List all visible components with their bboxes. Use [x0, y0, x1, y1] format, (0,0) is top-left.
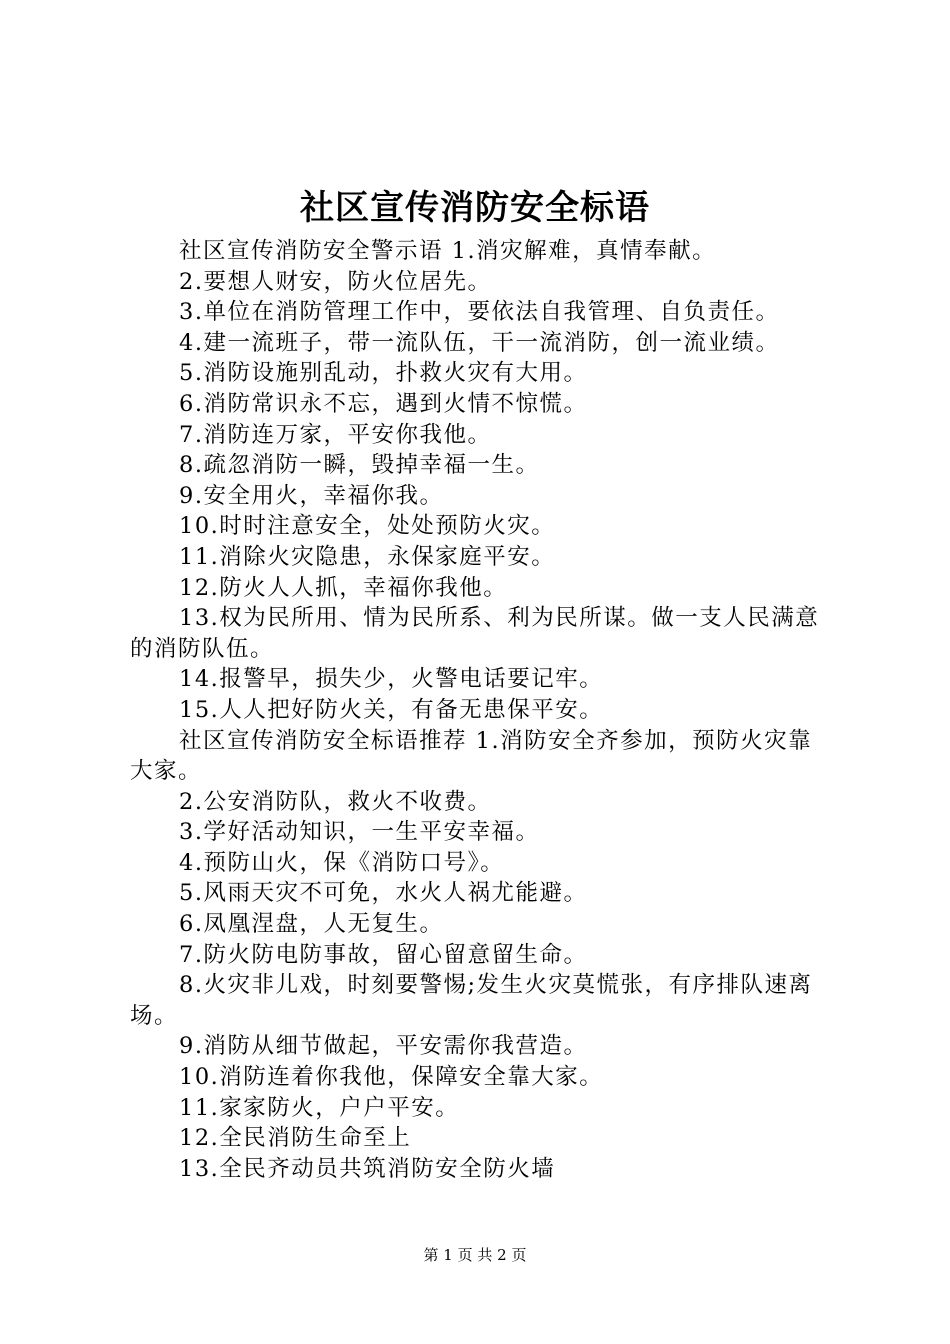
paragraph: 8.火灾非儿戏，时刻要警惕;发生火灾莫慌张，有序排队速离场。 — [130, 972, 813, 1029]
paragraph: 社区宣传消防安全警示语 1.消灾解难，真情奉献。 — [179, 238, 717, 264]
paragraph: 10.消防连着你我他，保障安全靠大家。 — [179, 1064, 604, 1091]
paragraph: 9.安全用火，幸福你我。 — [179, 482, 444, 509]
paragraph: 4.建一流班子，带一流队伍，干一流消防，创一流业绩。 — [179, 329, 780, 356]
document-body — [130, 236, 834, 1184]
paragraph: 8.疏忽消防一瞬，毁掉幸福一生。 — [179, 452, 540, 479]
paragraph: 14.报警早，损失少，火警电话要记牢。 — [179, 666, 604, 693]
paragraph: 社区宣传消防安全标语推荐 1.消防安全齐参加，预防火灾靠大家。 — [130, 727, 813, 785]
paragraph: 15.人人把好防火关，有备无患保平安。 — [179, 696, 604, 723]
paragraph: 2.公安消防队，救火不收费。 — [179, 788, 492, 815]
paragraph: 13.全民齐动员共筑消防安全防火墙 — [179, 1155, 556, 1182]
paragraph: 10.时时注意安全，处处预防火灾。 — [179, 513, 556, 540]
paragraph: 12.防火人人抓，幸福你我他。 — [179, 574, 508, 601]
paragraph: 11.家家防火，户户平安。 — [179, 1094, 460, 1121]
paragraph: 5.消防设施别乱动，扑救火灾有大用。 — [179, 360, 588, 387]
paragraph: 4.预防山火，保《消防口号》。 — [179, 849, 505, 876]
paragraph: 2.要想人财安，防火位居先。 — [179, 268, 492, 295]
paragraph: 13.权为民所用、情为民所系、利为民所谋。做一支人民满意的消防队伍。 — [130, 605, 820, 662]
paragraph: 12.全民消防生命至上 — [179, 1125, 412, 1152]
paragraph: 3.单位在消防管理工作中，要依法自我管理、自负责任。 — [179, 299, 780, 326]
paragraph: 6.凤凰涅盘，人无复生。 — [179, 911, 444, 938]
paragraph: 11.消除火灾隐患，永保家庭平安。 — [179, 543, 556, 570]
paragraph: 3.学好活动知识，一生平安幸福。 — [179, 819, 540, 846]
paragraph: 7.防火防电防事故，留心留意留生命。 — [179, 941, 588, 968]
paragraph: 5.风雨天灾不可免，水火人祸尤能避。 — [179, 880, 588, 907]
document-title: 社区宣传消防安全标语 — [300, 188, 650, 228]
paragraph: 9.消防从细节做起，平安需你我营造。 — [179, 1033, 588, 1060]
paragraph: 6.消防常识永不忘，遇到火情不惊慌。 — [179, 390, 588, 417]
page-number-footer: 第 1 页 共 2 页 — [423, 1246, 527, 1264]
paragraph: 7.消防连万家，平安你我他。 — [179, 421, 492, 448]
